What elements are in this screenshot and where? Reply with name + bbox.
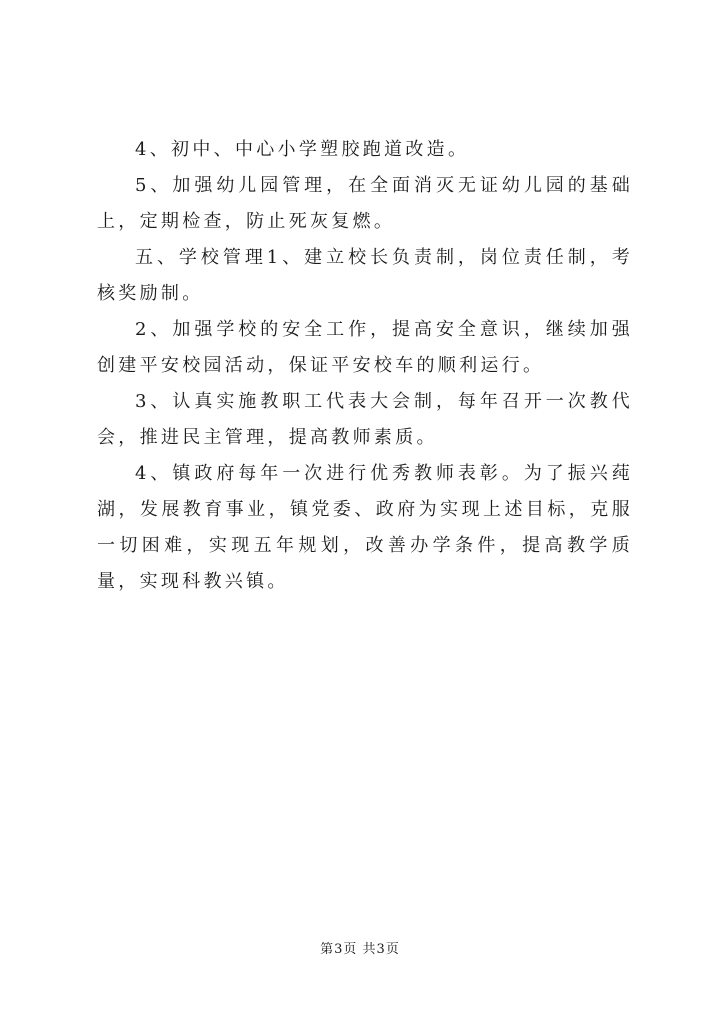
paragraph-section-5: 五、学校管理1、建立校长负责制，岗位责任制，考核奖励制。	[97, 247, 633, 304]
paragraph-item-3: 2、加强学校的安全工作，提高安全意识，继续加强创建平安校园活动，保证平安校车的顺利运行。	[97, 319, 633, 376]
paragraph-item-4: 3、认真实施教职工代表大会制，每年召开一次教代会，推进民主管理，提高教师素质。	[97, 391, 633, 448]
paragraph-item-2: 5、加强幼儿园管理，在全面消灭无证幼儿园的基础上，定期检查，防止死灰复燃。	[97, 175, 633, 232]
paragraph-item-5: 4、镇政府每年一次进行优秀教师表彰。为了振兴莼湖，发展教育事业，镇党委、政府为实现上述目标，克服一切困难，实现五年规划，改善办学条件，提高教学质量，实现科教兴镇。	[97, 463, 633, 592]
paragraph-item-1: 4、初中、中心小学塑胶跑道改造。	[135, 139, 470, 160]
document-body	[97, 132, 633, 600]
page-number-footer: 第3页 共3页	[320, 942, 400, 957]
